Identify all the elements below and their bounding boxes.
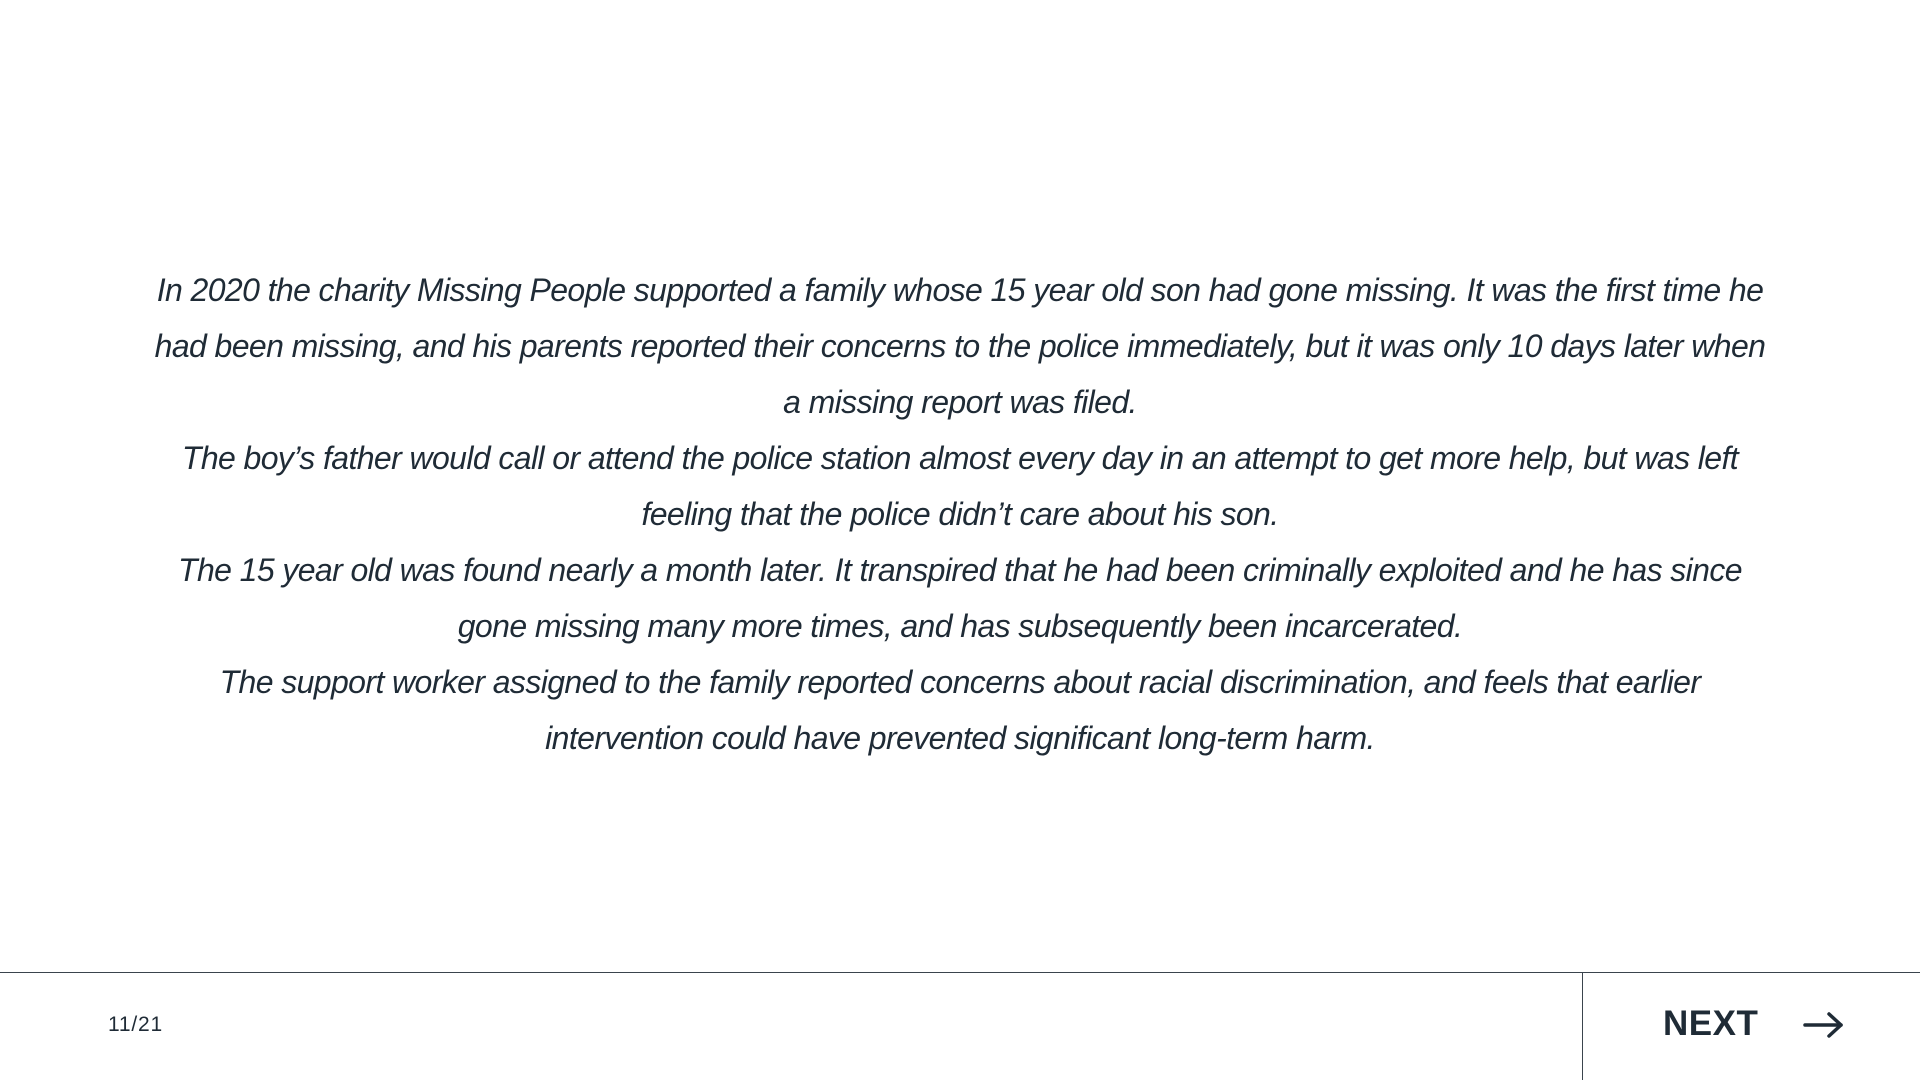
page-counter: 11/21 xyxy=(108,1013,163,1036)
story-paragraph-2: The boy’s father would call or attend the police station almost every day in an attempt to get more help, but was left feeling that the police didn’t care about his son. xyxy=(181,440,1739,532)
story-paragraph-3: The 15 year old was found nearly a month later. It transpired that he had been criminally exploited and he has since gone missing many more times, and has subsequently been incarcerated. xyxy=(178,552,1742,644)
next-label: NEXT xyxy=(1663,1004,1759,1043)
story-paragraph-4: The support worker assigned to the family reported concerns about racial discrimination, and feels that earlier intervention could have prevented significant long-term harm. xyxy=(219,664,1701,756)
story-text xyxy=(150,262,1770,766)
navigation-footer xyxy=(0,972,1920,1080)
story-paragraph-1: In 2020 the charity Missing People supported a family whose 15 year old son had gone missing. It was the first time he had been missing, and his parents reported their concerns to the police immediately, but it was only 10 days later when a missing report was filed. xyxy=(154,272,1766,420)
arrow-right-icon xyxy=(1803,1011,1845,1039)
next-button[interactable] xyxy=(1582,973,1920,1080)
